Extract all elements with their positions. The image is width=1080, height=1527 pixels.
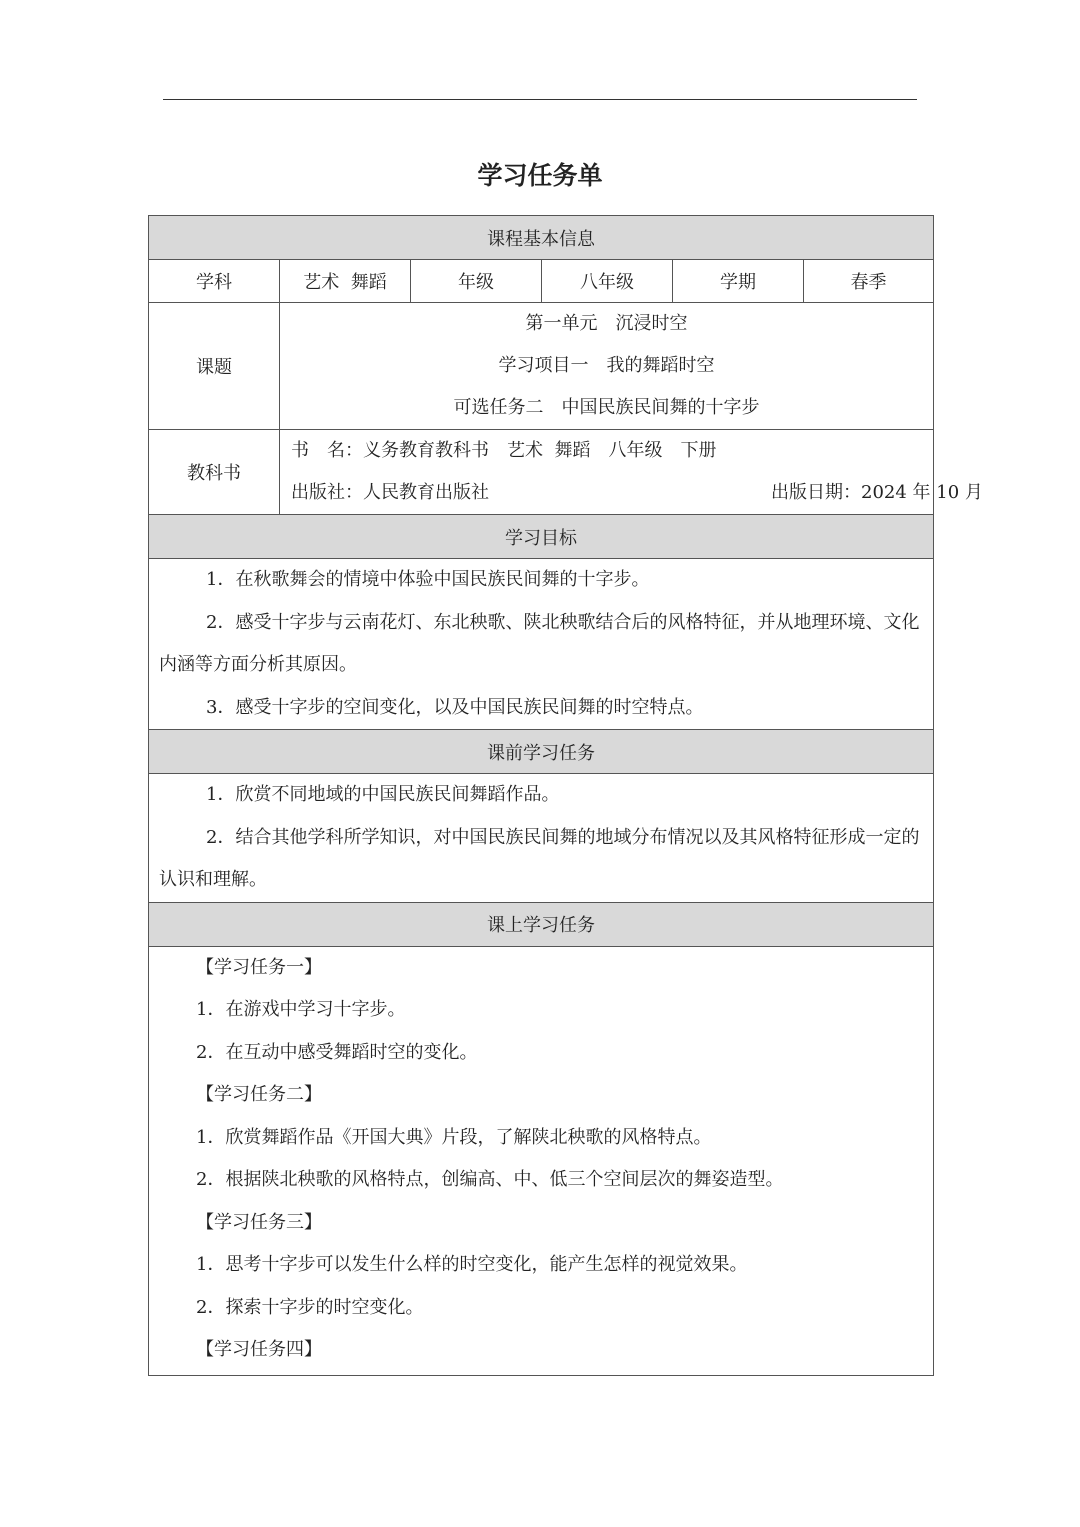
task-item: 2．在互动中感受舞蹈时空的变化。 bbox=[196, 1041, 478, 1063]
task-item: 1．思考十字步可以发生什么样的时空变化，能产生怎样的视觉效果。 bbox=[196, 1254, 748, 1275]
topic-unit: 第一单元 沉浸时空 bbox=[525, 313, 688, 334]
pre-class-row bbox=[149, 774, 934, 903]
in-class-header-row bbox=[149, 902, 934, 946]
task-item: 1．欣赏舞蹈作品《开国大典》片段，了解陕北秧歌的风格特点。 bbox=[196, 1126, 712, 1148]
textbook-title: 书 名：义务教育教科书 艺术 舞蹈 八年级 下册 bbox=[291, 440, 717, 461]
basic-info-header: 课程基本信息 bbox=[149, 216, 934, 260]
task-title: 【学习任务一】 bbox=[196, 956, 322, 978]
topic-label: 课题 bbox=[149, 303, 280, 430]
objective-item: 1．在秋歌舞会的情境中体验中国民族民间舞的十字步。 bbox=[206, 569, 650, 590]
pre-class-item: 2．结合其他学科所学知识，对中国民族民间舞的地域分布情况以及其风格特征形成一定的认识和理解。 bbox=[159, 826, 920, 890]
term-value: 春季 bbox=[804, 260, 934, 303]
subject-label: 学科 bbox=[149, 260, 280, 303]
subject-value: 艺术 舞蹈 bbox=[280, 260, 411, 303]
pre-class-item: 1．欣赏不同地域的中国民族民间舞蹈作品。 bbox=[206, 784, 560, 805]
grade-value: 八年级 bbox=[542, 260, 673, 303]
textbook-publisher: 出版社：人民教育出版社 bbox=[291, 482, 489, 503]
task-sheet-table bbox=[148, 215, 983, 1376]
objectives-content bbox=[149, 559, 934, 730]
objective-item: 3．感受十字步的空间变化，以及中国民族民间舞的时空特点。 bbox=[206, 696, 704, 718]
objective-item: 2．感受十字步与云南花灯、东北秧歌、陕北秧歌结合后的风格特征，并从地理环境、文化内涵等方面分析其原因。 bbox=[159, 611, 920, 675]
task-title: 【学习任务四】 bbox=[196, 1339, 322, 1360]
task-item: 2．根据陕北秧歌的风格特点，创编高、中、低三个空间层次的舞姿造型。 bbox=[196, 1169, 784, 1190]
pre-class-header: 课前学习任务 bbox=[149, 730, 934, 774]
textbook-row bbox=[149, 430, 934, 515]
textbook-content bbox=[280, 430, 983, 515]
topic-task: 可选任务二 中国民族民间舞的十字步 bbox=[453, 397, 760, 418]
basic-info-header-row bbox=[149, 216, 934, 260]
task-title: 【学习任务三】 bbox=[196, 1211, 322, 1233]
objectives-header-row bbox=[149, 515, 934, 559]
textbook-date: 出版日期：2024 年 10 月 bbox=[771, 482, 983, 503]
pre-class-content bbox=[149, 774, 934, 903]
header-rule bbox=[163, 99, 917, 100]
task-item: 2．探索十字步的时空变化。 bbox=[196, 1296, 424, 1318]
objectives-header: 学习目标 bbox=[149, 515, 934, 559]
course-info-row bbox=[149, 260, 934, 303]
page-title: 学习任务单 bbox=[477, 161, 603, 190]
textbook-publish-line bbox=[280, 472, 983, 514]
topic-content bbox=[280, 303, 934, 430]
grade-label: 年级 bbox=[411, 260, 542, 303]
topic-project: 学习项目一 我的舞蹈时空 bbox=[498, 355, 715, 376]
topic-row bbox=[149, 303, 934, 430]
pre-class-header-row bbox=[149, 730, 934, 774]
task-item: 1．在游戏中学习十字步。 bbox=[196, 999, 406, 1020]
textbook-label: 教科书 bbox=[149, 430, 280, 515]
task-title: 【学习任务二】 bbox=[196, 1084, 322, 1105]
in-class-header: 课上学习任务 bbox=[149, 902, 934, 946]
objectives-row bbox=[149, 559, 934, 730]
in-class-row bbox=[149, 946, 934, 1375]
in-class-content bbox=[149, 946, 934, 1375]
term-label: 学期 bbox=[673, 260, 804, 303]
